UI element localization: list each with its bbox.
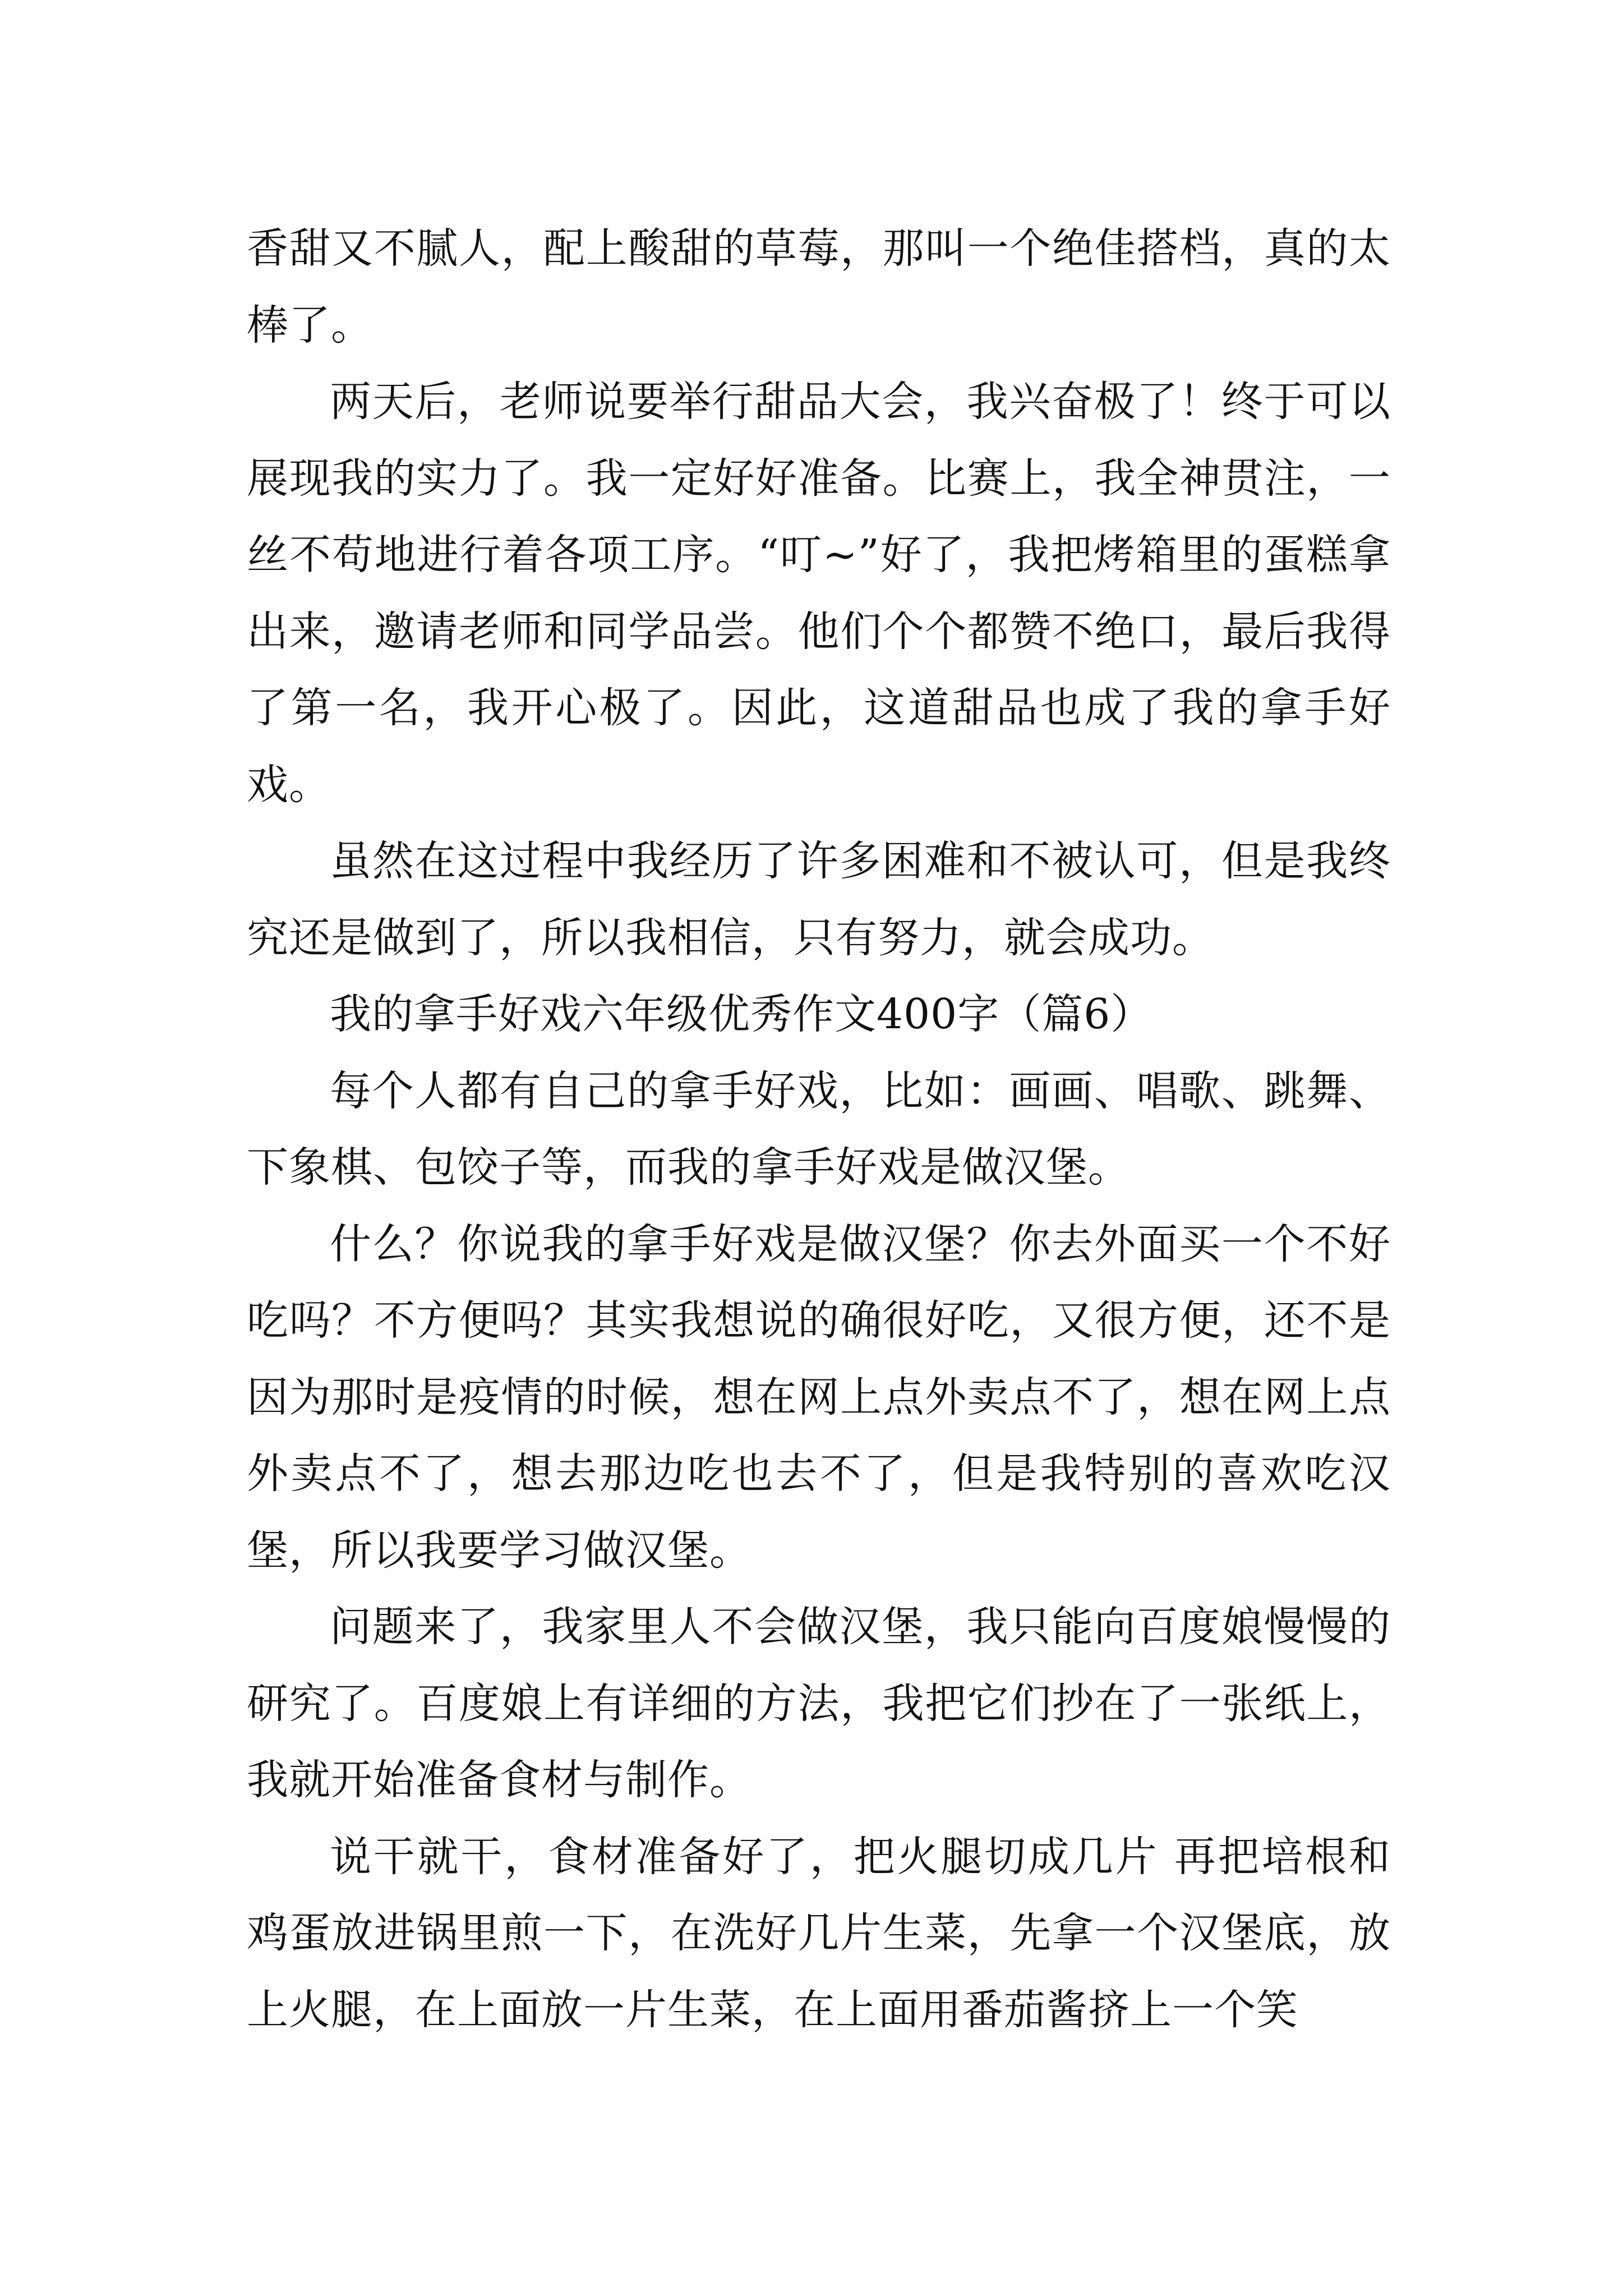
paragraph: 虽然在这过程中我经历了许多困难和不被认可，但是我终究还是做到了，所以我相信，只有努力，就会成功。 [247, 837, 1391, 962]
essay-heading: 我的拿手好戏六年级优秀作文400字（篇6） [330, 990, 1153, 1038]
essay-body [247, 210, 1391, 2048]
paragraph: 说干就干，食材准备好了，把火腿切成几片 再把培根和鸡蛋放进锅里煎一下，在洗好几片生菜，先拿一个汉堡底，放上火腿，在上面放一片生菜，在上面用番茄酱挤上一个笑 [247, 1832, 1391, 2034]
paragraph: 问题来了，我家里人不会做汉堡，我只能向百度娘慢慢的研究了。百度娘上有详细的方法，我把它们抄在了一张纸上，我就开始准备食材与制作。 [247, 1603, 1391, 1804]
paragraph: 香甜又不腻人，配上酸甜的草莓，那叫一个绝佳搭档，真的太棒了。 [247, 224, 1391, 349]
paragraph: 什么？你说我的拿手好戏是做汉堡？你去外面买一个不好吃吗？不方便吗？其实我想说的确很好吃，又很方便，还不是因为那时是疫情的时候，想在网上点外卖点不了，想在网上点外卖点不了，想去那边吃也去不了，但是我特别的喜欢吃汉堡，所以我要学习做汉堡。 [247, 1220, 1391, 1575]
paragraph: 每个人都有自己的拿手好戏，比如：画画、唱歌、跳舞、下象棋、包饺子等，而我的拿手好戏是做汉堡。 [247, 1066, 1391, 1191]
paragraph: 两天后，老师说要举行甜品大会，我兴奋极了！终于可以展现我的实力了。我一定好好准备。比赛上，我全神贯注，一丝不苟地进行着各项工序。“叮~”好了，我把烤箱里的蛋糕拿出来，邀请老师和同学品尝。他们个个都赞不绝口，最后我得了第一名，我开心极了。因此，这道甜品也成了我的拿手好戏。 [247, 378, 1391, 809]
